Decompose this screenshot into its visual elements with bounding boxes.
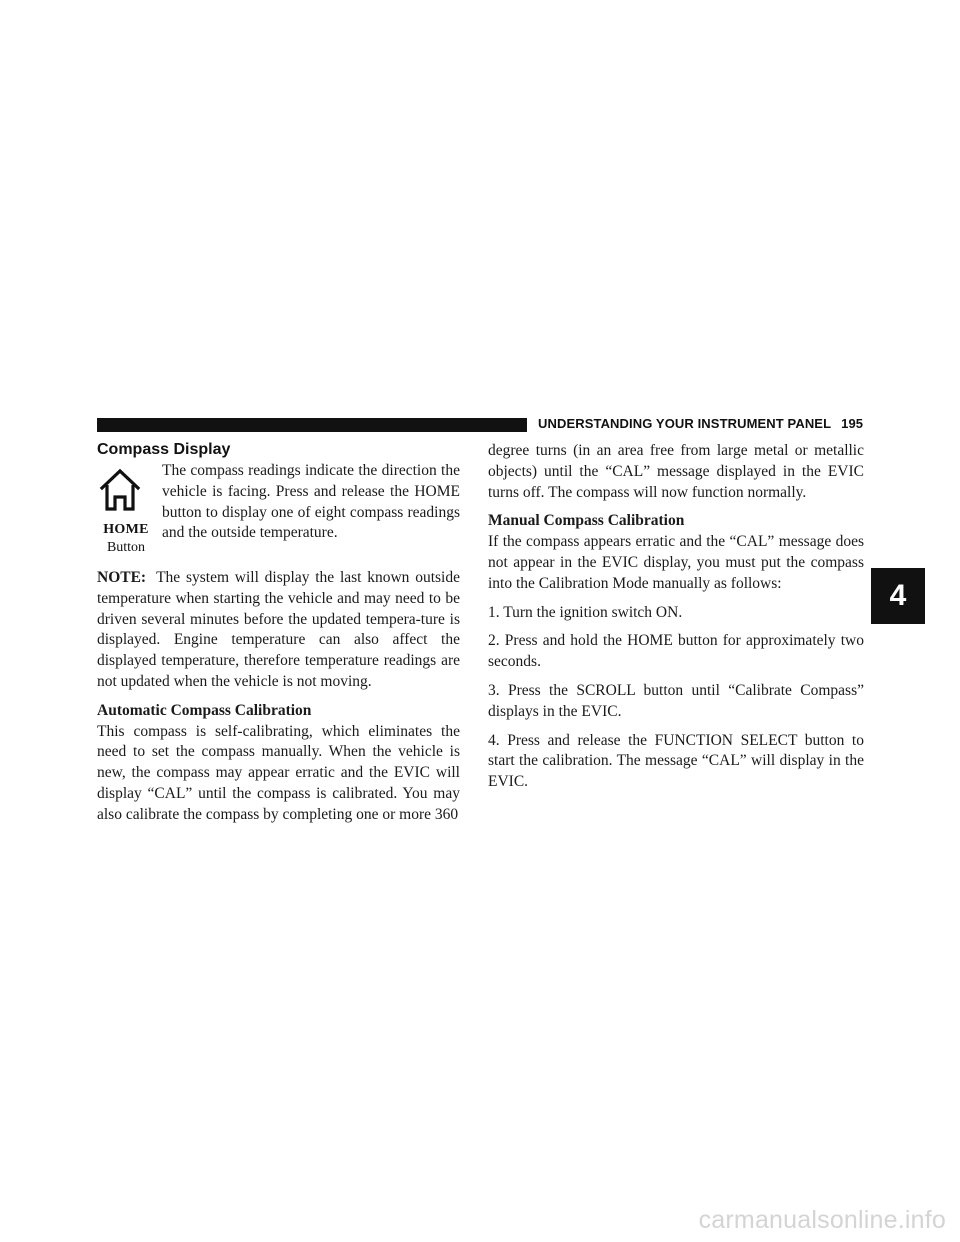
chapter-tab: 4 xyxy=(871,568,925,624)
step-3: 3. Press the SCROLL button until “Calibrate Compass” displays in the EVIC. xyxy=(488,681,864,720)
manual-calibration-heading: Manual Compass Calibration xyxy=(488,512,685,530)
note-text: The system will display the last known outside temperature when starting the vehicle and may need to be driven several minutes before the updated tempera-ture is displayed. Engine temperature can also affect the displayed temperature, therefore temperature readings are not updated when the vehicle is not moving. xyxy=(97,569,460,690)
running-header xyxy=(538,416,863,431)
manual-calibration-intro: If the compass appears erratic and the “CAL” message does not appear in the EVIC display, you must put the compass into the Calibration Mode manually as follows: xyxy=(488,533,864,592)
note-paragraph xyxy=(97,568,460,693)
page-number: 195 xyxy=(841,416,864,431)
section-heading: Compass Display xyxy=(97,441,231,458)
icon-caption xyxy=(96,521,156,557)
step-2: 2. Press and hold the HOME button for approximately two seconds. xyxy=(488,632,864,671)
auto-calibration-continued: degree turns (in an area free from large metal or metallic objects) until the “CAL” message displayed in the EVIC turns off. The compass will now function normally. xyxy=(488,442,864,501)
step-4: 4. Press and release the FUNCTION SELECT button to start the calibration. The message “CAL” will display in the EVIC. xyxy=(488,731,864,791)
watermark: carmanualsonline.info xyxy=(698,1206,946,1234)
right-column xyxy=(488,441,864,793)
left-column xyxy=(97,568,460,826)
auto-calibration-heading: Automatic Compass Calibration xyxy=(97,701,312,719)
icon-caption-normal: Button xyxy=(106,540,146,555)
icon-caption-bold: HOME xyxy=(103,522,149,537)
compass-intro-text: The compass readings indicate the direction the vehicle is facing. Press and release the HOME button to display one of eight compass readings and the outside temperature. xyxy=(162,462,460,542)
header-rule xyxy=(97,418,527,432)
step-1: 1. Turn the ignition switch ON. xyxy=(488,603,683,621)
compass-intro-column xyxy=(162,461,460,544)
note-label: NOTE: xyxy=(97,569,147,586)
home-icon xyxy=(99,467,141,513)
auto-calibration-text: This compass is self-calibrating, which eliminates the need to set the compass manually. When the vehicle is new, the compass may appear erratic and the EVIC will display “CAL” until the compass is calibrated. You may also calibrate the compass by completing one or more 360 xyxy=(97,722,460,823)
header-title: UNDERSTANDING YOUR INSTRUMENT PANEL xyxy=(538,416,832,431)
